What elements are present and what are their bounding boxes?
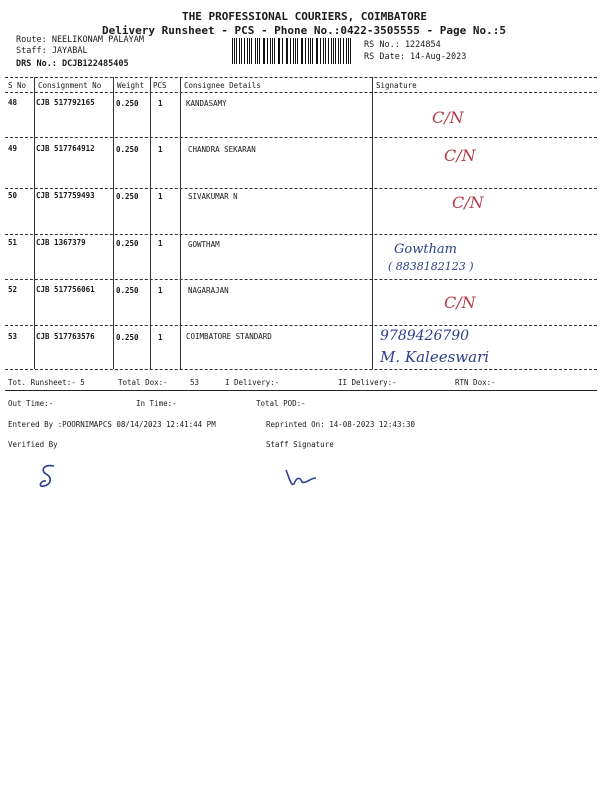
barcode-bar — [267, 38, 268, 64]
row-weight: 0.250 — [116, 145, 139, 154]
rs-number: RS No.: 1224854 — [364, 40, 441, 50]
table-header-rule — [5, 92, 597, 93]
barcode-bar — [259, 38, 260, 64]
col-header-consignee: Consignee Details — [184, 81, 261, 90]
row-divider — [5, 325, 597, 326]
total-runsheet: Tot. Runsheet:- 5 — [8, 378, 85, 387]
barcode-bar — [323, 38, 324, 64]
table-top-rule — [5, 77, 597, 78]
col-header-weight: Weight — [117, 81, 145, 90]
row-consignee: GOWTHAM — [188, 240, 220, 249]
route-label: Route: NEELIKONAM PALAYAM — [16, 35, 144, 45]
row-consignment-no: CJB 517764912 — [36, 144, 95, 153]
row-pcs: 1 — [158, 286, 163, 295]
row-pcs: 1 — [158, 99, 163, 108]
barcode-bar — [331, 38, 332, 64]
row-divider — [5, 234, 597, 235]
row-consignee: NAGARAJAN — [188, 286, 229, 295]
row-weight: 0.250 — [116, 333, 139, 342]
row-sno: 52 — [8, 285, 18, 294]
i-delivery-label: I Delivery:- — [225, 378, 280, 387]
row-consignment-no: CJB 1367379 — [36, 238, 86, 247]
verifier-signature-mark — [34, 462, 64, 496]
barcode-bar — [308, 38, 309, 64]
row-weight: 0.250 — [116, 239, 139, 248]
staff-signature-label: Staff Signature — [266, 440, 334, 449]
barcode-bar — [241, 38, 242, 64]
barcode-bar — [338, 38, 339, 64]
row-weight: 0.250 — [116, 99, 139, 108]
row-divider — [5, 137, 597, 138]
barcode-bar — [255, 38, 256, 64]
barcode-bar — [279, 38, 280, 64]
row-consignment-no: CJB 517759493 — [36, 191, 95, 200]
row-sno: 53 — [8, 332, 18, 341]
row-divider — [5, 188, 597, 189]
row-consignment-no: CJB 517756061 — [36, 285, 95, 294]
row-pcs: 1 — [158, 239, 163, 248]
barcode-bar — [348, 38, 349, 64]
staff-label: Staff: JAYABAL — [16, 46, 88, 56]
row-divider — [5, 279, 597, 280]
reprinted-on: Reprinted On: 14-08-2023 12:43:30 — [266, 420, 416, 429]
row-sno: 48 — [8, 98, 18, 107]
row-signature-phone: ( 8838182123 ) — [388, 260, 474, 273]
row-consignee: COIMBATORE STANDARD — [186, 332, 272, 341]
barcode-bar — [251, 38, 252, 64]
barcode-bar — [274, 38, 275, 64]
total-dox-label: Total Dox:- — [118, 378, 168, 387]
out-time-label: Out Time:- — [8, 399, 54, 408]
barcode-image — [232, 38, 354, 64]
row-sno: 49 — [8, 144, 18, 153]
row-signature: Gowtham — [394, 242, 458, 257]
col-header-signature: Signature — [376, 81, 417, 90]
barcode-bar — [282, 38, 283, 64]
staff-signature-mark — [282, 466, 322, 490]
barcode-bar — [239, 38, 240, 64]
barcode-bar — [305, 38, 306, 64]
row-consignee: CHANDRA SEKARAN — [188, 145, 256, 154]
verified-by-label: Verified By — [8, 440, 58, 449]
row-signature: C/N — [432, 108, 464, 127]
barcode-bar — [317, 38, 318, 64]
rs-date: RS Date: 14-Aug-2023 — [364, 52, 467, 62]
barcode-bar — [232, 38, 233, 64]
row-consignee: SIVAKUMAR N — [188, 192, 238, 201]
company-title: THE PROFESSIONAL COURIERS, COIMBATORE — [182, 10, 428, 23]
col-header-pcs: PCS — [153, 81, 167, 90]
drs-number: DRS No.: DCJB122485405 — [16, 59, 129, 69]
row-signature-phone: 9789426790 — [380, 328, 470, 344]
row-pcs: 1 — [158, 192, 163, 201]
in-time-label: In Time:- — [136, 399, 177, 408]
ii-delivery-label: II Delivery:- — [338, 378, 397, 387]
entered-by: Entered By :POORNIMAPCS 08/14/2023 12:41:44 PM — [8, 420, 216, 429]
row-signature: M. Kaleeswari — [380, 348, 490, 366]
barcode-bar — [297, 38, 298, 64]
barcode-bar — [293, 38, 294, 64]
runsheet-subtitle: Delivery Runsheet - PCS - Phone No.:0422-3505555 - Page No.:5 — [102, 24, 506, 37]
row-weight: 0.250 — [116, 192, 139, 201]
table-bottom-rule — [5, 369, 597, 370]
total-dox-value: 53 — [190, 378, 200, 387]
totals-rule — [5, 390, 597, 391]
col-header-sno: S No — [8, 81, 27, 90]
row-pcs: 1 — [158, 333, 163, 342]
row-sno: 50 — [8, 191, 18, 200]
row-consignment-no: CJB 517792165 — [36, 98, 95, 107]
row-consignment-no: CJB 517763576 — [36, 332, 95, 341]
row-pcs: 1 — [158, 145, 163, 154]
col-header-consignment: Consignment No — [38, 81, 102, 90]
row-weight: 0.250 — [116, 286, 139, 295]
rtn-dox-label: RTN Dox:- — [455, 378, 496, 387]
total-pod-label: Total POD:- — [256, 399, 306, 408]
row-signature: C/N — [452, 193, 484, 212]
row-consignee: KANDASAMY — [186, 99, 227, 108]
barcode-bar — [340, 38, 341, 64]
row-sno: 51 — [8, 238, 18, 247]
row-signature: C/N — [444, 146, 476, 165]
row-signature: C/N — [444, 293, 476, 312]
